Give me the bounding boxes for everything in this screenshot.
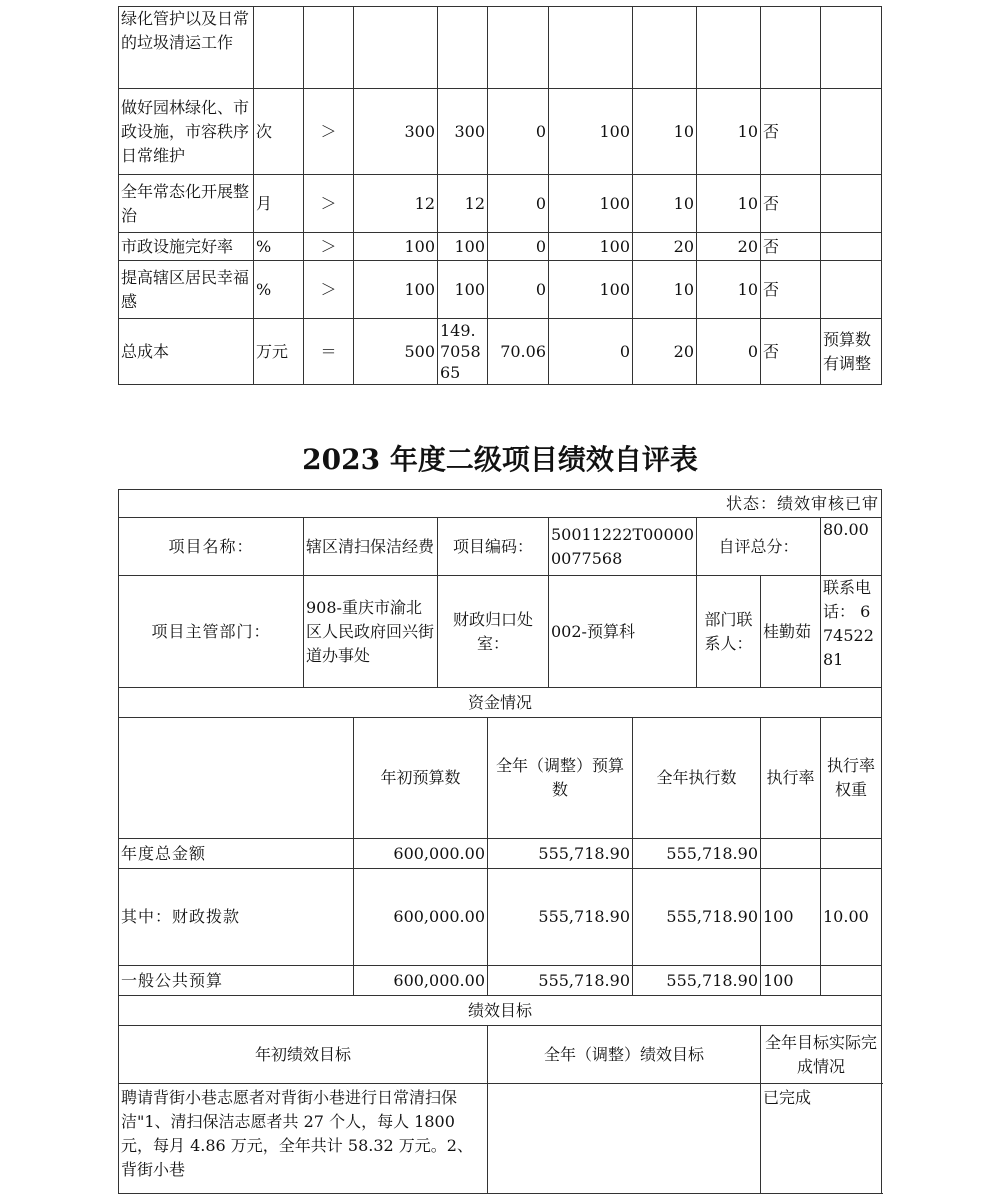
funds-row-label: 年度总金额 bbox=[119, 839, 354, 869]
metric-rate: 100 bbox=[549, 233, 633, 261]
funds-row-weight: 10.00 bbox=[821, 869, 882, 966]
metric-unit: 次 bbox=[254, 89, 304, 175]
dept-label: 项目主管部门： bbox=[119, 576, 304, 688]
metric-unit: % bbox=[254, 261, 304, 319]
page-title: 2023 年度二级项目绩效自评表 bbox=[302, 443, 698, 476]
metric-operator: ＞ bbox=[304, 233, 354, 261]
metric-rate: 100 bbox=[549, 261, 633, 319]
metric-remark bbox=[821, 175, 882, 233]
adjusted-goal-text bbox=[488, 1084, 761, 1194]
metric-score: 10 bbox=[697, 89, 761, 175]
metric-diff: 70.06 bbox=[488, 319, 549, 385]
self-evaluation-table bbox=[118, 489, 882, 1194]
metric-weight bbox=[633, 7, 697, 89]
project-name-label: 项目名称： bbox=[119, 518, 304, 576]
metric-adjusted: 否 bbox=[761, 175, 821, 233]
funds-header-initial: 年初预算数 bbox=[354, 718, 488, 839]
metric-diff: 0 bbox=[488, 233, 549, 261]
funds-row-rate: 100 bbox=[761, 869, 821, 966]
metric-remark bbox=[821, 261, 882, 319]
metric-diff: 0 bbox=[488, 175, 549, 233]
table-row bbox=[119, 233, 882, 261]
metric-weight: 10 bbox=[633, 261, 697, 319]
metric-diff: 0 bbox=[488, 261, 549, 319]
funds-row-label: 一般公共预算 bbox=[119, 966, 354, 996]
project-name-value: 辖区清扫保洁经费 bbox=[304, 518, 438, 576]
metric-adjusted: 否 bbox=[761, 233, 821, 261]
metric-actual bbox=[438, 7, 488, 89]
funds-header-weight: 执行率权重 bbox=[821, 718, 882, 839]
metric-rate bbox=[549, 7, 633, 89]
metric-rate: 0 bbox=[549, 319, 633, 385]
funds-row-adjusted: 555,718.90 bbox=[488, 839, 633, 869]
metric-target: 100 bbox=[354, 233, 438, 261]
funds-row-initial: 600,000.00 bbox=[354, 839, 488, 869]
funds-row-initial: 600,000.00 bbox=[354, 869, 488, 966]
funds-header-executed: 全年执行数 bbox=[633, 718, 761, 839]
metric-weight: 10 bbox=[633, 89, 697, 175]
metric-remark: 预算数有调整 bbox=[821, 319, 882, 385]
metric-diff: 0 bbox=[488, 89, 549, 175]
funds-row-label: 其中：财政拨款 bbox=[119, 869, 354, 966]
metric-weight: 20 bbox=[633, 233, 697, 261]
metric-score: 10 bbox=[697, 261, 761, 319]
metric-target: 300 bbox=[354, 89, 438, 175]
metric-rate: 100 bbox=[549, 89, 633, 175]
metric-adjusted bbox=[761, 7, 821, 89]
metric-target: 100 bbox=[354, 261, 438, 319]
table-row bbox=[119, 966, 882, 996]
metric-unit: 万元 bbox=[254, 319, 304, 385]
finance-office-value: 002-预算科 bbox=[549, 576, 697, 688]
phone-label: 联系电话： bbox=[823, 578, 872, 621]
metric-actual: 100 bbox=[438, 261, 488, 319]
metric-remark bbox=[821, 7, 882, 89]
table-row bbox=[119, 319, 882, 385]
performance-metrics-table bbox=[118, 6, 882, 385]
metric-remark bbox=[821, 233, 882, 261]
contact-label: 部门联系人： bbox=[697, 576, 761, 688]
table-row bbox=[119, 89, 882, 175]
metric-unit: 月 bbox=[254, 175, 304, 233]
metric-operator: ＝ bbox=[304, 319, 354, 385]
project-code-label: 项目编码： bbox=[438, 518, 549, 576]
metric-target bbox=[354, 7, 438, 89]
metric-actual: 149.705865 bbox=[438, 319, 488, 385]
goals-section-title: 绩效目标 bbox=[119, 996, 882, 1026]
funds-header-rate: 执行率 bbox=[761, 718, 821, 839]
metric-score: 0 bbox=[697, 319, 761, 385]
metric-score: 20 bbox=[697, 233, 761, 261]
metric-actual: 300 bbox=[438, 89, 488, 175]
metric-unit: % bbox=[254, 233, 304, 261]
metric-adjusted: 否 bbox=[761, 89, 821, 175]
phone-cell bbox=[821, 576, 882, 688]
self-score-value: 80.00 bbox=[821, 518, 882, 576]
funds-row-rate: 100 bbox=[761, 966, 821, 996]
metric-operator: ＞ bbox=[304, 89, 354, 175]
contact-value: 桂勤茹 bbox=[761, 576, 821, 688]
table-row bbox=[119, 869, 882, 966]
goals-header-adjusted: 全年（调整）绩效目标 bbox=[488, 1026, 761, 1084]
phone-value: 67452281 bbox=[823, 602, 874, 669]
metric-operator: ＞ bbox=[304, 261, 354, 319]
funds-row-adjusted: 555,718.90 bbox=[488, 966, 633, 996]
completion-text: 已完成 bbox=[761, 1084, 882, 1194]
funds-row-executed: 555,718.90 bbox=[633, 869, 761, 966]
metric-operator: ＞ bbox=[304, 175, 354, 233]
metric-name: 市政设施完好率 bbox=[119, 233, 254, 261]
funds-row-adjusted: 555,718.90 bbox=[488, 869, 633, 966]
self-score-label: 自评总分： bbox=[697, 518, 821, 576]
metric-adjusted: 否 bbox=[761, 261, 821, 319]
goals-header-initial: 年初绩效目标 bbox=[119, 1026, 488, 1084]
dept-value: 908-重庆市渝北区人民政府回兴街道办事处 bbox=[304, 576, 438, 688]
table-row bbox=[119, 839, 882, 869]
table-row bbox=[119, 175, 882, 233]
metric-unit bbox=[254, 7, 304, 89]
metric-weight: 20 bbox=[633, 319, 697, 385]
funds-row-executed: 555,718.90 bbox=[633, 839, 761, 869]
funds-row-executed: 555,718.90 bbox=[633, 966, 761, 996]
funds-header-empty bbox=[119, 718, 354, 839]
funds-row-weight bbox=[821, 839, 882, 869]
metric-adjusted: 否 bbox=[761, 319, 821, 385]
initial-goal-text: 聘请背街小巷志愿者对背街小巷进行日常清扫保洁"1、清扫保洁志愿者共 27 个人，每人 1800 元，每月 4.86 万元，全年共计 58.32 万元。2、背街小巷 bbox=[119, 1084, 488, 1194]
metric-rate: 100 bbox=[549, 175, 633, 233]
metric-actual: 100 bbox=[438, 233, 488, 261]
funds-section-title: 资金情况 bbox=[119, 688, 882, 718]
finance-office-label: 财政归口处室： bbox=[438, 576, 549, 688]
metric-score: 10 bbox=[697, 175, 761, 233]
metric-name: 全年常态化开展整治 bbox=[119, 175, 254, 233]
metric-score bbox=[697, 7, 761, 89]
metric-name: 绿化管护以及日常的垃圾清运工作 bbox=[119, 7, 254, 89]
metric-weight: 10 bbox=[633, 175, 697, 233]
table-row bbox=[119, 7, 882, 89]
table-row bbox=[119, 261, 882, 319]
metric-diff bbox=[488, 7, 549, 89]
metric-remark bbox=[821, 89, 882, 175]
funds-row-rate bbox=[761, 839, 821, 869]
metric-operator bbox=[304, 7, 354, 89]
metric-name: 总成本 bbox=[119, 319, 254, 385]
project-code-value: 50011222T000000077568 bbox=[549, 518, 697, 576]
metric-actual: 12 bbox=[438, 175, 488, 233]
funds-row-weight bbox=[821, 966, 882, 996]
metric-name: 做好园林绿化、市政设施，市容秩序日常维护 bbox=[119, 89, 254, 175]
funds-header-adjusted: 全年（调整）预算数 bbox=[488, 718, 633, 839]
metric-target: 500 bbox=[354, 319, 438, 385]
status-cell: 状态：绩效审核已审 bbox=[119, 490, 882, 518]
metric-target: 12 bbox=[354, 175, 438, 233]
goals-header-completion: 全年目标实际完成情况 bbox=[761, 1026, 882, 1084]
metric-name: 提高辖区居民幸福感 bbox=[119, 261, 254, 319]
funds-row-initial: 600,000.00 bbox=[354, 966, 488, 996]
